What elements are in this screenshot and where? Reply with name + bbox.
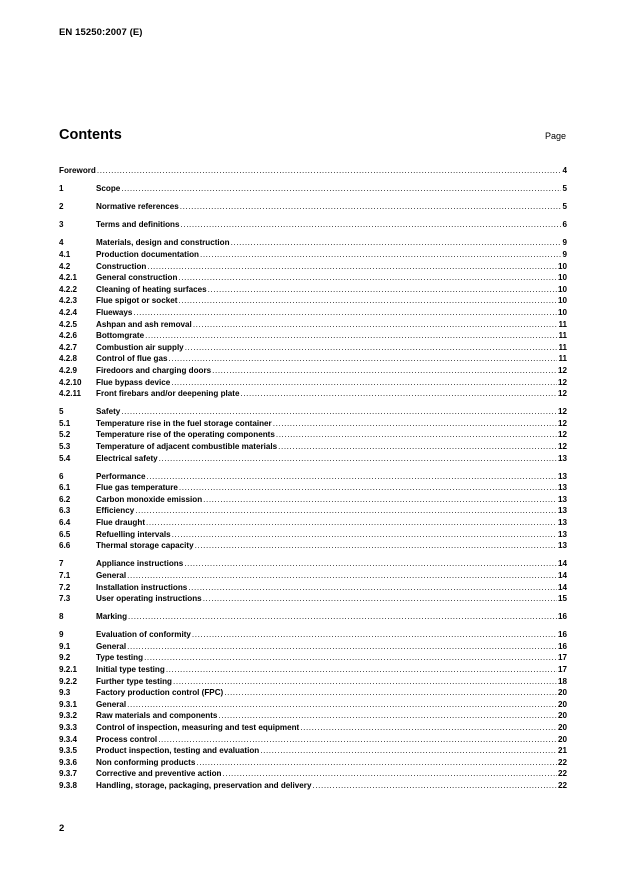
- toc-entry-number: 9.3.1: [59, 699, 78, 709]
- toc-entry[interactable]: [59, 722, 567, 734]
- document-id: EN 15250:2007 (E): [59, 27, 143, 38]
- toc-leader-dots: [276, 429, 557, 441]
- toc-leader-dots: [185, 342, 558, 354]
- toc-entry-number: 9.3: [59, 688, 71, 698]
- toc-entry-number: 4.1: [59, 249, 71, 259]
- toc-entry-title: Appliance instructions: [96, 559, 184, 569]
- toc-entry[interactable]: [59, 687, 567, 699]
- toc-entry-number: 3: [59, 220, 64, 230]
- toc-entry-page: 9: [562, 249, 567, 259]
- toc-entry-page: 11: [558, 354, 567, 364]
- toc-entry[interactable]: [59, 377, 567, 389]
- toc-entry[interactable]: [59, 505, 567, 517]
- toc-entry-number: 7.3: [59, 594, 71, 604]
- toc-leader-dots: [128, 611, 557, 623]
- toc-entry-title: General: [96, 570, 127, 580]
- toc-leader-dots: [127, 699, 557, 711]
- toc-entry-title: Front firebars and/or deepening plate: [96, 389, 240, 399]
- toc-entry-number: 4.2.6: [59, 331, 78, 341]
- toc-entry-title: Flue draught: [96, 518, 146, 528]
- toc-entry-number: 5.3: [59, 441, 71, 451]
- toc-entry-title: General construction: [96, 273, 178, 283]
- toc-entry[interactable]: [59, 529, 567, 541]
- toc-entry-page: 22: [557, 781, 567, 790]
- toc-entry[interactable]: [59, 780, 567, 792]
- toc-entry[interactable]: [59, 284, 567, 296]
- toc-entry[interactable]: [59, 540, 567, 552]
- toc-leader-dots: [133, 307, 557, 319]
- toc-entry-page: 13: [557, 453, 567, 463]
- toc-leader-dots: [121, 406, 557, 418]
- toc-entry-title: Flue gas temperature: [96, 483, 178, 493]
- toc-entry-number: 4.2.3: [59, 296, 78, 306]
- toc-entry-title: Type testing: [96, 653, 144, 663]
- toc-entry-number: 6.2: [59, 494, 71, 504]
- toc-entry-page: 13: [557, 494, 567, 504]
- toc-entry-title: Cleaning of heating surfaces: [96, 284, 207, 294]
- toc-entry[interactable]: [59, 641, 567, 653]
- toc-entry-page: 14: [557, 559, 567, 569]
- toc-leader-dots: [121, 183, 561, 195]
- toc-leader-dots: [223, 768, 557, 780]
- toc-entry-page: 6: [562, 220, 567, 230]
- toc-entry[interactable]: [59, 611, 567, 623]
- toc-entry-title: Marking: [96, 612, 128, 622]
- toc-entry-number: 9.3.2: [59, 711, 78, 721]
- toc-entry-title: Further type testing: [96, 676, 172, 686]
- toc-entry-number: 8: [59, 612, 64, 622]
- toc-entry-title: Bottomgrate: [96, 331, 145, 341]
- toc-entry[interactable]: [59, 745, 567, 757]
- toc-entry-page: 11: [558, 342, 567, 352]
- toc-entry-page: 12: [557, 377, 567, 387]
- toc-entry[interactable]: [59, 570, 567, 582]
- toc-entry-page: 5: [562, 202, 567, 212]
- toc-entry[interactable]: [59, 353, 567, 365]
- toc-entry-page: 20: [557, 723, 567, 733]
- toc-leader-dots: [195, 540, 557, 552]
- toc-entry-page: 13: [557, 529, 567, 539]
- toc-entry[interactable]: [59, 272, 567, 284]
- toc-leader-dots: [312, 780, 557, 792]
- toc-entry-page: 22: [557, 757, 567, 767]
- toc-entry-title: Process control: [96, 734, 158, 744]
- toc-entry[interactable]: [59, 676, 567, 688]
- toc-leader-dots: [240, 388, 557, 400]
- toc-entry-title: Temperature rise in the fuel storage container: [96, 418, 272, 428]
- page-column-label: Page: [544, 131, 566, 141]
- toc-leader-dots: [145, 330, 557, 342]
- toc-entry-page: 20: [557, 688, 567, 698]
- toc-leader-dots: [147, 261, 557, 273]
- toc-leader-dots: [178, 272, 557, 284]
- toc-entry[interactable]: [59, 406, 567, 418]
- toc-entry[interactable]: [59, 664, 567, 676]
- page-number: 2: [59, 823, 65, 834]
- toc-entry-number: 2: [59, 202, 64, 212]
- toc-entry-title: Flue spigot or socket: [96, 296, 178, 306]
- toc-leader-dots: [224, 687, 557, 699]
- toc-entry-number: 9.3.5: [59, 746, 78, 756]
- toc-entry[interactable]: [59, 307, 567, 319]
- toc-leader-dots: [144, 652, 557, 664]
- toc-entry-page: 12: [557, 407, 567, 417]
- toc-leader-dots: [278, 441, 557, 453]
- toc-entry-page: 10: [557, 261, 567, 271]
- toc-entry-number: 7.2: [59, 582, 71, 592]
- toc-entry[interactable]: [59, 453, 567, 465]
- toc-entry-page: 20: [557, 699, 567, 709]
- toc-entry-title: Safety: [96, 407, 121, 417]
- toc-entry[interactable]: [59, 295, 567, 307]
- toc-entry-title: User operating instructions: [96, 594, 202, 604]
- toc-entry-title: Non conforming products: [96, 757, 196, 767]
- toc-leader-dots: [178, 295, 557, 307]
- toc-entry-number: 4.2.11: [59, 389, 82, 399]
- toc-entry-page: 12: [557, 441, 567, 451]
- toc-entry[interactable]: [59, 165, 567, 177]
- toc-entry-number: 4: [59, 238, 64, 248]
- toc-entry-title: Flueways: [96, 307, 133, 317]
- toc-entry[interactable]: [59, 342, 567, 354]
- toc-entry-number: 9.3.7: [59, 769, 78, 779]
- toc-entry[interactable]: [59, 219, 567, 231]
- toc-entry-title: Initial type testing: [96, 665, 165, 675]
- toc-leader-dots: [192, 629, 557, 641]
- toc-entry-page: 12: [557, 418, 567, 428]
- toc-entry-title: Temperature rise of the operating components: [96, 430, 275, 440]
- toc-entry-number: 6.4: [59, 518, 71, 528]
- toc-entry-page: 5: [562, 184, 567, 194]
- toc-entry-page: 12: [557, 430, 567, 440]
- toc-entry[interactable]: [59, 365, 567, 377]
- toc-entry-title: Control of flue gas: [96, 354, 168, 364]
- toc-leader-dots: [300, 722, 557, 734]
- toc-entry[interactable]: [59, 629, 567, 641]
- toc-entry-number: 6: [59, 471, 64, 481]
- toc-entry-number: 9: [59, 630, 64, 640]
- toc-entry-title: General: [96, 641, 127, 651]
- toc-entry[interactable]: [59, 201, 567, 213]
- toc-entry[interactable]: [59, 388, 567, 400]
- toc-entry-page: 13: [557, 518, 567, 528]
- toc-entry-page: 13: [557, 483, 567, 493]
- toc-entry-page: 22: [557, 769, 567, 779]
- toc-entry-title: Materials, design and construction: [96, 238, 230, 248]
- toc-entry-number: 9.2: [59, 653, 71, 663]
- toc-entry-title: Factory production control (FPC): [96, 688, 224, 698]
- toc-entry[interactable]: [59, 517, 567, 529]
- toc-leader-dots: [218, 710, 557, 722]
- toc-entry-page: 10: [557, 296, 567, 306]
- toc-entry-page: 13: [557, 471, 567, 481]
- toc-entry-number: 5.2: [59, 430, 71, 440]
- toc-entry-number: 9.2.2: [59, 676, 78, 686]
- toc-entry-number: 4.2.8: [59, 354, 78, 364]
- toc-leader-dots: [212, 365, 557, 377]
- contents-title: Contents: [59, 127, 122, 143]
- toc-entry-title: Scope: [96, 184, 121, 194]
- toc-entry-number: 4.2.1: [59, 273, 78, 283]
- toc-entry-title: Thermal storage capacity: [96, 541, 194, 551]
- toc-entry-number: Foreword: [59, 166, 96, 175]
- toc-entry-title: Temperature of adjacent combustible materials: [96, 441, 278, 451]
- toc-entry[interactable]: [59, 418, 567, 430]
- toc-leader-dots: [158, 734, 557, 746]
- toc-entry-title: Ashpan and ash removal: [96, 319, 192, 329]
- toc-entry-page: 21: [557, 746, 567, 756]
- toc-leader-dots: [172, 529, 557, 541]
- toc-entry-page: 14: [557, 582, 567, 592]
- toc-entry-title: Carbon monoxide emission: [96, 494, 203, 504]
- toc-entry[interactable]: [59, 593, 567, 605]
- toc-entry-number: 7: [59, 559, 64, 569]
- toc-leader-dots: [273, 418, 557, 430]
- toc-entry-page: 11: [558, 319, 567, 329]
- toc-entry-page: 12: [557, 365, 567, 375]
- toc-entry[interactable]: [59, 710, 567, 722]
- toc-entry-page: 14: [557, 570, 567, 580]
- toc-leader-dots: [146, 471, 557, 483]
- toc-entry-number: 6.1: [59, 483, 71, 493]
- toc-entry-page: 20: [557, 711, 567, 721]
- toc-entry-number: 5.1: [59, 418, 71, 428]
- toc-leader-dots: [146, 517, 557, 529]
- toc-entry-title: Evaluation of conformity: [96, 630, 191, 640]
- toc-leader-dots: [97, 165, 562, 177]
- toc-entry-page: 4: [562, 166, 567, 175]
- toc-entry[interactable]: [59, 494, 567, 506]
- toc-entry-title: Production documentation: [96, 249, 199, 259]
- toc-leader-dots: [208, 284, 557, 296]
- toc-leader-dots: [196, 757, 557, 769]
- toc-leader-dots: [180, 201, 562, 213]
- toc-leader-dots: [184, 558, 557, 570]
- toc-entry-title: Normative references: [96, 202, 179, 212]
- toc-entry[interactable]: [59, 237, 567, 249]
- toc-entry-number: 6.6: [59, 541, 71, 551]
- toc-entry-title: Flue bypass device: [96, 377, 171, 387]
- toc-entry-number: 4.2.10: [59, 377, 82, 387]
- toc-entry[interactable]: [59, 330, 567, 342]
- toc-leader-dots: [193, 319, 558, 331]
- toc-entry-number: 5: [59, 407, 64, 417]
- toc-entry-title: Refuelling intervals: [96, 529, 171, 539]
- toc-entry[interactable]: [59, 249, 567, 261]
- toc-entry-number: 9.3.8: [59, 781, 78, 790]
- toc-entry[interactable]: [59, 699, 567, 711]
- toc-entry-title: Efficiency: [96, 506, 135, 516]
- toc-entry-title: Raw materials and components: [96, 711, 218, 721]
- toc-entry-title: General: [96, 699, 127, 709]
- toc-leader-dots: [203, 593, 557, 605]
- toc-entry-page: 16: [557, 641, 567, 651]
- toc-entry-page: 18: [557, 676, 567, 686]
- toc-entry-title: Performance: [96, 471, 146, 481]
- toc-entry-number: 9.1: [59, 641, 71, 651]
- toc-entry-page: 9: [562, 238, 567, 248]
- toc-entry[interactable]: [59, 652, 567, 664]
- toc-entry-number: 9.3.6: [59, 757, 78, 767]
- toc-entry-page: 16: [557, 612, 567, 622]
- toc-entry-number: 6.5: [59, 529, 71, 539]
- toc-entry-number: 9.2.1: [59, 665, 78, 675]
- toc-leader-dots: [200, 249, 562, 261]
- toc-entry-number: 9.3.3: [59, 723, 78, 733]
- toc-entry-title: Combustion air supply: [96, 342, 184, 352]
- toc-entry-number: 4.2: [59, 261, 71, 271]
- toc-entry-page: 15: [557, 594, 567, 604]
- toc-entry[interactable]: [59, 558, 567, 570]
- toc-leader-dots: [166, 664, 557, 676]
- toc-leader-dots: [231, 237, 562, 249]
- toc-entry-number: 5.4: [59, 453, 71, 463]
- toc-leader-dots: [173, 676, 557, 688]
- toc-entry-page: 17: [557, 653, 567, 663]
- toc-leader-dots: [127, 570, 557, 582]
- toc-entry-number: 4.2.9: [59, 365, 78, 375]
- toc-leader-dots: [260, 745, 557, 757]
- toc-entry-number: 1: [59, 184, 64, 194]
- toc-entry-page: 13: [557, 541, 567, 551]
- toc-entry-page: 12: [557, 389, 567, 399]
- toc-entry-page: 20: [557, 734, 567, 744]
- toc-entry-page: 10: [557, 307, 567, 317]
- toc-entry[interactable]: [59, 482, 567, 494]
- toc-entry-title: Electrical safety: [96, 453, 158, 463]
- toc-leader-dots: [159, 453, 557, 465]
- toc-entry-number: 9.3.4: [59, 734, 78, 744]
- toc-entry-page: 10: [557, 273, 567, 283]
- toc-entry-number: 7.1: [59, 570, 71, 580]
- toc-entry-title: Control of inspection, measuring and test equipment: [96, 723, 300, 733]
- toc-entry[interactable]: [59, 768, 567, 780]
- toc-entry-page: 17: [557, 665, 567, 675]
- toc-entry[interactable]: [59, 261, 567, 273]
- toc-entry-title: Installation instructions: [96, 582, 188, 592]
- toc-leader-dots: [135, 505, 557, 517]
- table-of-contents: [59, 165, 567, 792]
- toc-entry-title: Corrective and preventive action: [96, 769, 222, 779]
- toc-entry[interactable]: [59, 734, 567, 746]
- toc-entry[interactable]: [59, 319, 567, 331]
- toc-leader-dots: [179, 482, 557, 494]
- toc-entry-number: 4.2.5: [59, 319, 78, 329]
- toc-entry-number: 4.2.2: [59, 284, 78, 294]
- toc-entry[interactable]: [59, 582, 567, 594]
- toc-entry-number: 4.2.7: [59, 342, 78, 352]
- toc-entry[interactable]: [59, 471, 567, 483]
- toc-entry-title: Construction: [96, 261, 147, 271]
- toc-entry-title: Product inspection, testing and evaluation: [96, 746, 260, 756]
- toc-entry-number: 6.3: [59, 506, 71, 516]
- toc-leader-dots: [203, 494, 557, 506]
- toc-entry[interactable]: [59, 429, 567, 441]
- toc-entry[interactable]: [59, 183, 567, 195]
- toc-entry-page: 10: [557, 284, 567, 294]
- toc-entry-page: 13: [557, 506, 567, 516]
- toc-entry-title: Handling, storage, packaging, preservation and delivery: [96, 781, 312, 790]
- toc-leader-dots: [181, 219, 562, 231]
- toc-leader-dots: [127, 641, 557, 653]
- toc-entry-title: Firedoors and charging doors: [96, 365, 212, 375]
- toc-entry-page: 16: [557, 630, 567, 640]
- toc-entry-title: Terms and definitions: [96, 220, 180, 230]
- toc-leader-dots: [188, 582, 557, 594]
- toc-entry[interactable]: [59, 441, 567, 453]
- toc-leader-dots: [169, 353, 558, 365]
- toc-leader-dots: [171, 377, 557, 389]
- toc-entry[interactable]: [59, 757, 567, 769]
- toc-entry-page: 11: [558, 331, 567, 341]
- toc-entry-number: 4.2.4: [59, 307, 78, 317]
